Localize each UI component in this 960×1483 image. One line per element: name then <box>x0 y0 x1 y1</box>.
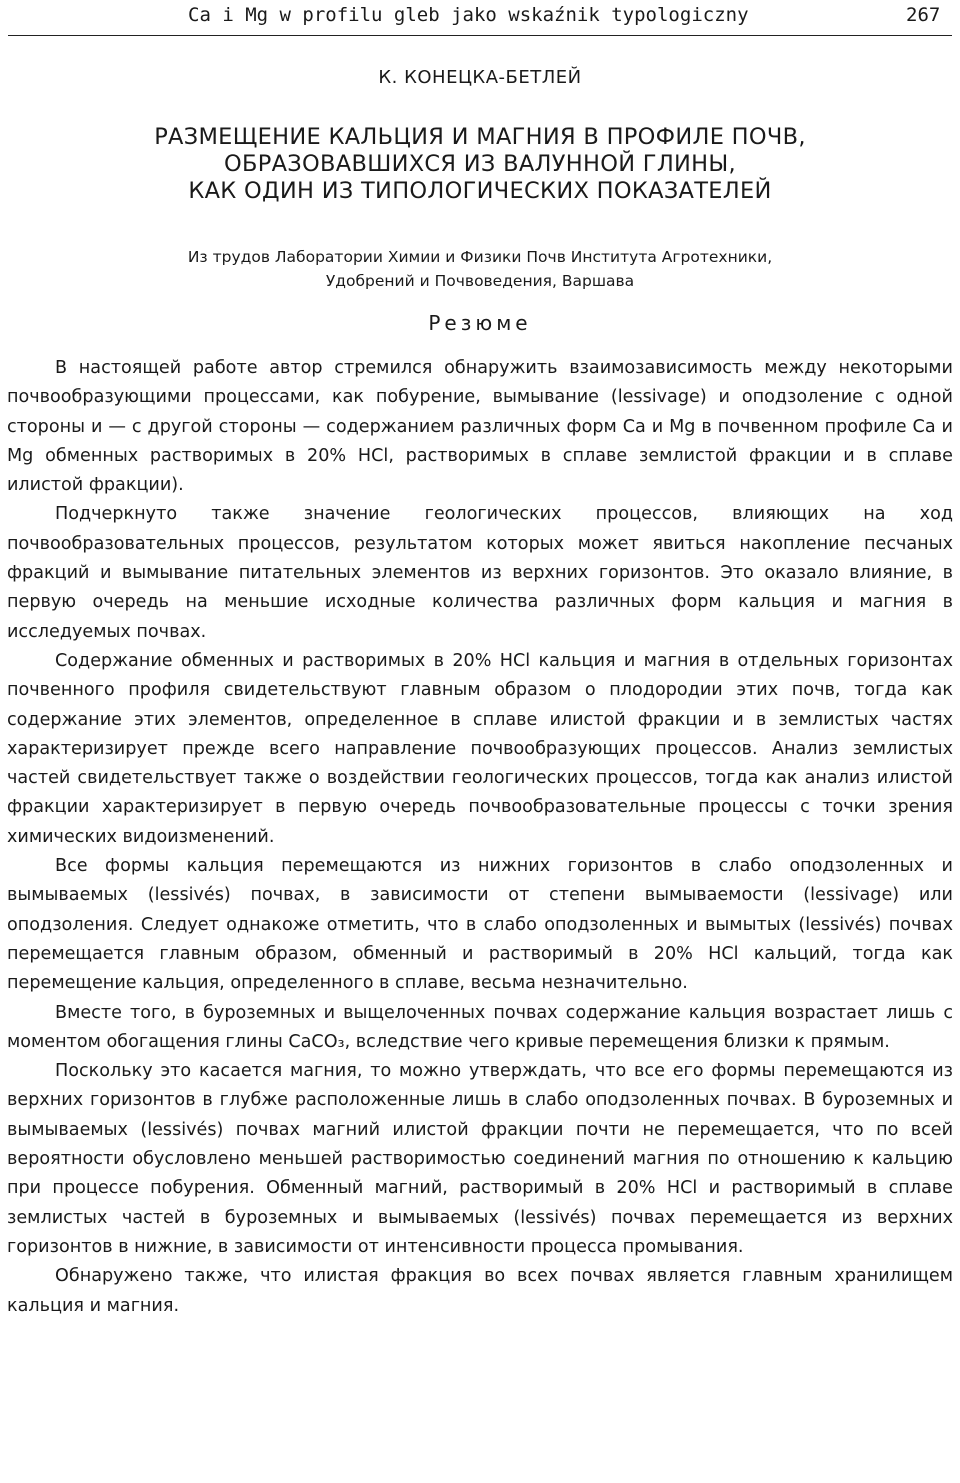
affiliation-line: Из трудов Лаборатории Химии и Физики Почв Института Агротехники, <box>187 248 773 266</box>
body-paragraph: Поскольку это касается магния, то можно утверждать, что все его формы перемещаются из верхних горизонтов в глубже расположенные лишь в слабо оподзоленных почвах. В буроземных и вымываемых (lessivés) почвах магний илистой фракции почти не перемещается, что по всей вероятности обусловлено меньшей растворимостью соединений магния по отношению к кальцию при процессе побурения. Обменный магний, растворимый в 20% HCl и растворимый в сплаве землистых частей в буроземных и вымываемых (lessivés) почвах перемещается из верхних горизонтов в нижние, в зависимости от интенсивности процесса промывания. <box>7 1061 953 1257</box>
article-title <box>60 124 900 205</box>
article-affiliation <box>40 245 920 293</box>
header-rule <box>8 35 952 36</box>
article-author: К. КОНЕЦКА-БЕТЛЕЙ <box>378 67 582 88</box>
page-number: 267 <box>906 4 941 26</box>
body-paragraph: Вместе того, в буроземных и выщелоченных почвах содержание кальция возрастает лишь с моментом обогащения глины CaCO₃, вследствие чего кривые перемещения близки к прямым. <box>7 1002 953 1052</box>
running-head-title: Ca i Mg w profilu gleb jako wskaźnik typologiczny <box>188 4 749 26</box>
affiliation-line: Удобрений и Почвоведения, Варшава <box>325 272 635 290</box>
running-head <box>0 0 960 36</box>
article-title-line: КАК ОДИН ИЗ ТИПОЛОГИЧЕСКИХ ПОКАЗАТЕЛЕЙ <box>188 178 772 204</box>
body-paragraph: Содержание обменных и растворимых в 20% HCl кальция и магния в отдельных горизонтах почвенного профиля свидетельствуют главным образом о плодородии этих почв, тогда как содержание этих элементов, определенное в сплаве илистой фракции и в землистых частях характеризирует прежде всего направление почвообразующих процессов. Анализ землистых частей свидетельствует также о воздействии геологических процессов, тогда как анализ илистой фракции характеризирует в первую очередь почвообразовательные процессы с точки зрения химических видоизменений. <box>7 650 953 847</box>
article-title-line: ОБРАЗОВАВШИХСЯ ИЗ ВАЛУННОЙ ГЛИНЫ, <box>224 151 736 177</box>
body-paragraph: В настоящей работе автор стремился обнаружить взаимозависимость между некоторыми почвообразующими процессами, как побурение, вымывание (lessivage) и оподзоление с одной стороны и — с другой стороны — содержанием различных форм Ca и Mg в почвенном профиле Ca и Mg обменных растворимых в 20% HCl, растворимых в сплаве землистой фракции и в сплаве илистой фракции). <box>7 358 953 496</box>
article-body <box>7 354 953 1321</box>
body-paragraph: Подчеркнуто также значение геологических процессов, влияющих на ход почвообразовательных процессов, результатом которых может явиться накопление песчаных фракций и вымывание питательных элементов из верхних горизонтов. Это оказало влияние, в первую очередь на меньшие исходные количества различных форм кальция и магния в исследуемых почвах. <box>7 504 953 642</box>
body-paragraph: Обнаружено также, что илистая фракция во всех почвах является главным хранилищем кальция и магния. <box>7 1266 953 1316</box>
section-heading-resume: Резюме <box>428 311 532 335</box>
article-title-line: РАЗМЕЩЕНИЕ КАЛЬЦИЯ И МАГНИЯ В ПРОФИЛЕ ПОЧВ, <box>154 124 806 150</box>
body-paragraph: Все формы кальция перемещаются из нижних горизонтов в слабо оподзоленных и вымываемых (lessivés) почвах, в зависимости от степени вымываемости (lessivage) или оподзоления. Следует однакоже отметить, что в слабо оподзоленных и вымытых (lessivés) почвах перемещается главным образом, обменный и растворимый в 20% HCl кальций, тогда как перемещение кальция, определенного в сплаве, весьма незначительно. <box>7 856 953 994</box>
